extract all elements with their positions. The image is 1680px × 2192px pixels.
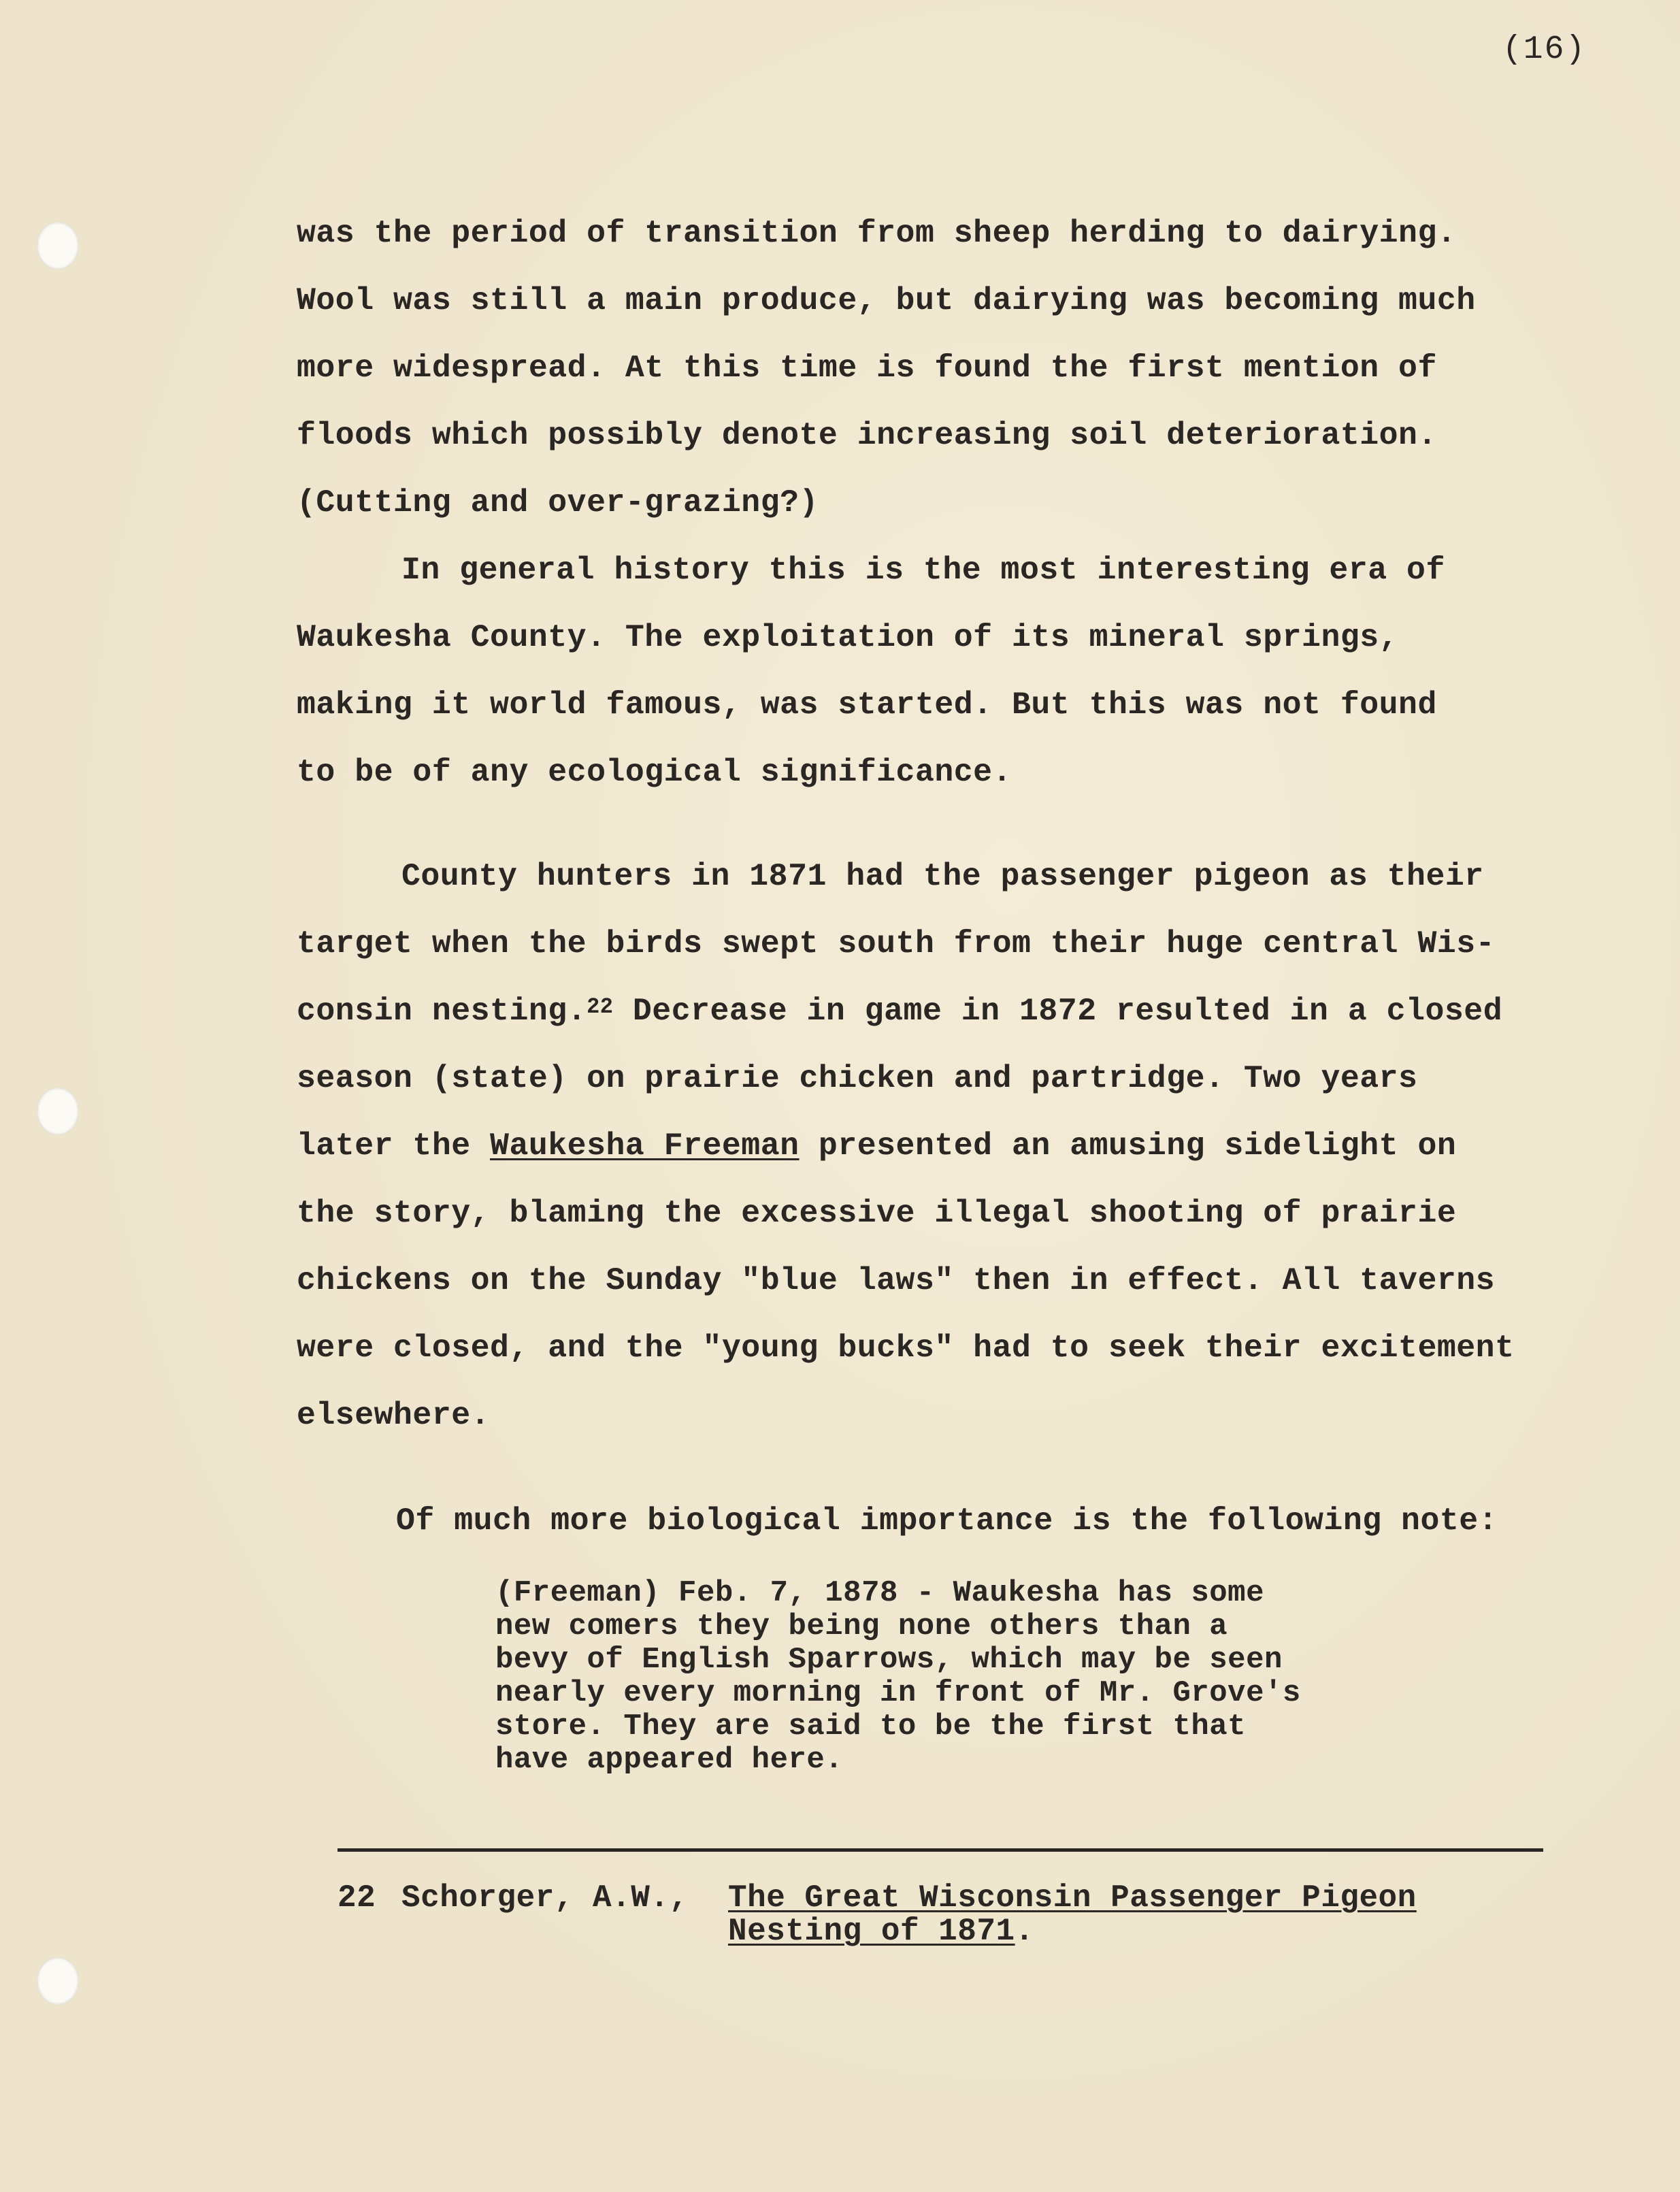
quote-line4: nearly every morning in front of Mr. Grove's [495,1676,1301,1710]
paragraph3-line5-end: presented an amusing sidelight on [799,1128,1457,1164]
paragraph4-line: Of much more biological importance is the following note: [396,1503,1498,1539]
paragraph1-line4: floods which possibly denote increasing soil deterioration. [297,417,1437,453]
paragraph1-line2: Wool was still a main produce, but dairying was becoming much [297,282,1476,318]
paragraph2-line4: to be of any ecological significance. [297,754,1012,790]
footnote-reference: 22 [587,994,614,1019]
punch-hole-middle [37,1087,79,1135]
newspaper-title: Waukesha Freeman [490,1128,800,1164]
footnote-period: . [1015,1914,1034,1949]
quote-line1: (Freeman) Feb. 7, 1878 - Waukesha has some [495,1576,1264,1610]
footnote-author: Schorger, A.W., [401,1880,689,1916]
paragraph3-line2: target when the birds swept south from their huge central Wis- [297,926,1496,962]
footnote-title-line2-text: Nesting of 1871 [728,1914,1015,1949]
paragraph3-line7: chickens on the Sunday "blue laws" then in effect. All taverns [297,1262,1496,1298]
footnote-divider [337,1848,1543,1852]
page-number: (16) [1502,31,1587,68]
footnote-title-line2 [728,1914,1034,1949]
paragraph1-line1: was the period of transition from sheep herding to dairying. [297,215,1457,251]
paragraph3-line4: season (state) on prairie chicken and partridge. Two years [297,1060,1418,1096]
paragraph3-line3-start: consin nesting. [297,993,587,1029]
paragraph3-line5-start: later the [297,1128,491,1164]
quote-line3: bevy of English Sparrows, which may be seen [495,1643,1283,1677]
paragraph1-line3: more widespread. At this time is found the first mention of [297,350,1437,386]
paragraph3-line8: were closed, and the "young bucks" had to seek their excitement [297,1330,1515,1366]
footnote-title-line1: The Great Wisconsin Passenger Pigeon [728,1880,1417,1916]
punch-hole-top [37,222,79,269]
quote-line5: store. They are said to be the first that [495,1710,1247,1744]
paragraph2-line2: Waukesha County. The exploitation of its mineral springs, [297,619,1399,655]
paragraph1-line5: (Cutting and over-grazing?) [297,485,819,521]
paragraph3-line3-end: Decrease in game in 1872 resulted in a closed [613,993,1503,1029]
paragraph3-line3 [297,993,1502,1029]
paragraph2-line3: making it world famous, was started. But this was not found [297,687,1437,723]
footnote-number: 22 [337,1880,376,1916]
paragraph3-line5 [297,1128,1456,1164]
paragraph3-line1: County hunters in 1871 had the passenger pigeon as their [401,858,1484,894]
paragraph3-line6: the story, blaming the excessive illegal shooting of prairie [297,1195,1457,1231]
quote-line2: new comers they being none others than a [495,1609,1228,1643]
paragraph2-line1: In general history this is the most interesting era of [401,552,1445,588]
punch-hole-bottom [37,1957,79,2005]
quote-line6: have appeared here. [495,1743,844,1777]
paragraph3-line9: elsewhere. [297,1397,491,1433]
